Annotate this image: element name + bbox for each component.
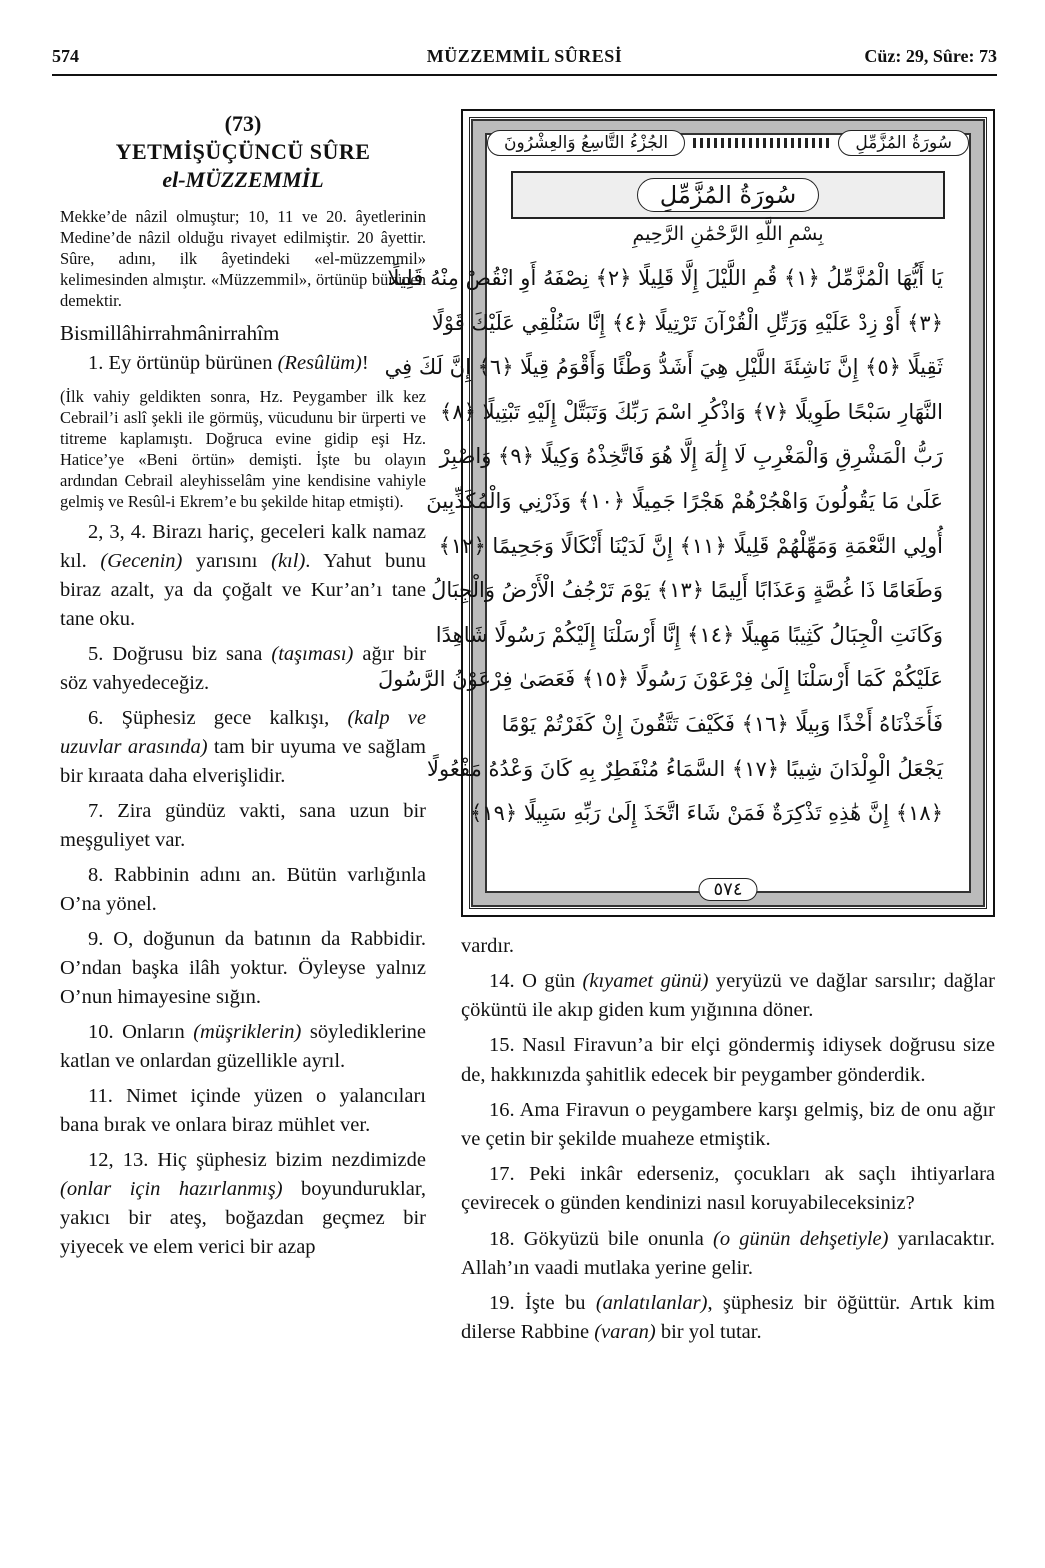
page-number: 574: [52, 46, 79, 66]
right-column: [461, 932, 995, 1347]
left-column: [60, 110, 426, 1262]
sure-name: YETMİŞÜÇÜNCÜ SÛRE: [115, 139, 371, 164]
sure-number: (73): [224, 111, 262, 136]
verse-11: 11. Nimet içinde yüzen o yalancıları bana bırak ve onlara biraz mühlet ver.: [60, 1085, 426, 1136]
mushaf-top-strip: [487, 125, 969, 161]
mushaf-juz-label: الجُزْءُ التَّاسِعُ وَالعِشْرُونَ: [487, 130, 685, 156]
mushaf-line: يَجْعَلُ الْوِلْدَانَ شِيبًا ﴿١٧﴾ السَّمَاءُ مُنْفَطِرٌ بِهِ كَانَ وَعْدُهُ مَفْعُولًا: [427, 756, 943, 781]
mushaf-line: وَكَانَتِ الْجِبَالُ كَثِيبًا مَهِيلًا ﴿١٤﴾ إِنَّا أَرْسَلْنَا إِلَيْكُمْ رَسُولًا شَاهِدًا: [435, 622, 943, 647]
verse-16: 16. Ama Firavun o peygambere karşı gelmiş, biz de onu ağır ve çetin bir şekilde muaheze etmiştik.: [461, 1098, 995, 1151]
basmala: Bismillâhirrahmânirrahîm: [60, 321, 280, 345]
verse-15: 15. Nasıl Firavun’a bir elçi göndermiş idiysek doğrusu size de, hakkınızda şahitlik edecek bir peygamber gönderdik.: [461, 1034, 995, 1086]
verse-19: 19. İşte bu (anlatılanlar), şüphesiz bir öğüttür. Artık kim dilerse Rabbine (varan) bir yol tutar.: [461, 1292, 995, 1344]
verse-17: 17. Peki inkâr ederseniz, çocukları ak saçlı ihtiyarlara çevirecek o günden kendinizi nasıl koruyabileceksiniz?: [461, 1163, 995, 1215]
verse-10: 10. Onların (müşriklerin) söylediklerine katlan ve onlardan güzellikle ayrıl.: [60, 1021, 426, 1072]
running-title: MÜZZEMMİL SÛRESİ: [426, 46, 623, 66]
verse-14: 14. O gün (kıyamet günü) yeryüzü ve dağlar sarsılır; dağlar çöküntü ile akıp giden kum yığınına döner.: [461, 970, 995, 1022]
verse-1: 1. Ey örtünüp bürünen (Resûlüm)!: [88, 352, 369, 374]
mushaf-line: عَلَيْكُمْ كَمَا أَرْسَلْنَا إِلَىٰ فِرْعَوْنَ رَسُولًا ﴿١٥﴾ فَعَصَىٰ فِرْعَوْنُ الرَّسُولَ: [377, 667, 943, 692]
verse-12-13-continued: vardır.: [461, 935, 514, 957]
mushaf-page-image: [377, 109, 995, 917]
sure-alt-name: el-MÜZZEMMİL: [162, 167, 324, 192]
mushaf-line: ﴿٣﴾ أَوْ زِدْ عَلَيْهِ وَرَتِّلِ الْقُرْآنَ تَرْتِيلًا ﴿٤﴾ إِنَّا سَنُلْقِي عَلَيْكَ قَوْلًا: [431, 310, 943, 335]
mushaf-basmala: بِسْمِ اللَّهِ الرَّحْمَٰنِ الرَّحِيمِ: [632, 223, 824, 245]
verse-6: 6. Şüphesiz gece kalkışı, (kalp ve uzuvlar arasında) tam bir uyuma ve sağlam bir kıraata daha elverişlidir.: [60, 707, 426, 787]
mushaf-page-number: ٥٧٤: [698, 878, 757, 901]
ornament-divider: [693, 138, 830, 148]
mushaf-line: أُولِي النَّعْمَةِ وَمَهِّلْهُمْ قَلِيلًا ﴿١١﴾ إِنَّ لَدَيْنَا أَنْكَالًا وَجَحِيمًا ﴿١٢﴾: [438, 533, 943, 558]
mushaf-title: سُورَةُ المُزَّمِّلِ: [637, 178, 819, 212]
verse-12-13: 12, 13. Hiç şüphesiz bizim nezdimizde (onlar için hazırlanmış) boyunduruklar, yakıcı bir ateş, boğazdan geçmez bir yiyecek ve elem verici bir azap: [60, 1149, 426, 1258]
verse-1-note: (İlk vahiy geldikten sonra, Hz. Peygamber ilk kez Cebrail’i aslî şekli ile görmüş, vücudunu bir ürperti ve titreme kaplamıştı. Doğruca evine gidip eşi Hz. Hatice’ye «Beni örtün» demişti. İşte bu olayın ardından Cebrail aleyhisselâm yine kendisine vahiyle gelmiş ve Resûl-i Ekrem’e bu şekilde hitap etmişti).: [60, 387, 426, 511]
verse-18: 18. Gökyüzü bile onunla (o günün dehşetiyle) yarılacaktır. Allah’ın vaadi mutlaka yerine gelir.: [461, 1227, 995, 1279]
mushaf-title-box: [511, 171, 945, 219]
sure-heading: [60, 110, 426, 194]
mushaf-line: النَّهَارِ سَبْحًا طَوِيلًا ﴿٧﴾ وَاذْكُرِ اسْمَ رَبِّكَ وَتَبَتَّلْ إِلَيْهِ تَبْتِيلًا ﴿٨﴾: [440, 399, 943, 424]
verse-8: 8. Rabbinin adını an. Bütün varlığınla O’na yönel.: [60, 864, 426, 915]
verse-2-4: 2, 3, 4. Birazı hariç, geceleri kalk namaz kıl. (Gecenin) yarısını (kıl). Yahut bunu biraz azalt, ya da çoğalt ve Kur’an’ı tane tane oku.: [60, 521, 426, 630]
juz-sure-label: Cüz: 29, Sûre: 73: [864, 46, 997, 66]
sure-intro: Mekke’de nâzil olmuştur; 10, 11 ve 20. âyetlerinin Medine’de nâzil olduğu rivayet edilmiştir. 20 âyettir. Sûre, adını, ilk âyetindeki «el-müzzemmil» kelimesinden almıştır. «Müzzemmil», örtünüp bürünen demektir.: [60, 207, 426, 310]
mushaf-line: وَطَعَامًا ذَا غُصَّةٍ وَعَذَابًا أَلِيمًا ﴿١٣﴾ يَوْمَ تَرْجُفُ الْأَرْضُ وَالْجِبَالُ: [431, 578, 943, 603]
mushaf-text: [377, 256, 943, 836]
mushaf-line: فَأَخَذْنَاهُ أَخْذًا وَبِيلًا ﴿١٦﴾ فَكَيْفَ تَتَّقُونَ إِنْ كَفَرْتُمْ يَوْمًا: [501, 711, 943, 736]
mushaf-line: رَبُّ الْمَشْرِقِ وَالْمَغْرِبِ لَا إِلَٰهَ إِلَّا هُوَ فَاتَّخِذْهُ وَكِيلًا ﴿٩﴾ وَاصْبِرْ: [439, 444, 943, 469]
verse-9: 9. O, doğunun da batının da Rabbidir. O’ndan başka ilâh yoktur. Öyleyse yalnız O’nun himayesine sığın.: [60, 928, 426, 1008]
mushaf-line: ﴿١٨﴾ إِنَّ هَٰذِهِ تَذْكِرَةٌ فَمَنْ شَاءَ اتَّخَذَ إِلَىٰ رَبِّهِ سَبِيلًا ﴿١٩﴾: [470, 801, 943, 826]
verse-7: 7. Zira gündüz vakti, sana uzun bir meşguliyet var.: [60, 800, 426, 851]
page-header: [52, 42, 997, 72]
mushaf-sure-label: سُورَةُ المُزَّمِّلِ: [838, 130, 969, 156]
header-rule: [52, 74, 997, 76]
verse-5: 5. Doğrusu biz sana (taşıması) ağır bir söz vahyedeceğiz.: [60, 643, 426, 694]
mushaf-line: عَلَىٰ مَا يَقُولُونَ وَاهْجُرْهُمْ هَجْرًا جَمِيلًا ﴿١٠﴾ وَذَرْنِي وَالْمُكَذِّبِينَ: [426, 488, 943, 513]
mushaf-line: يَا أَيُّهَا الْمُزَّمِّلُ ﴿١﴾ قُمِ اللَّيْلَ إِلَّا قَلِيلًا ﴿٢﴾ نِصْفَهُ أَوِ انْقُصْ مِنْهُ قَلِيلًا: [387, 266, 943, 290]
mushaf-line: ثَقِيلًا ﴿٥﴾ إِنَّ نَاشِئَةَ اللَّيْلِ هِيَ أَشَدُّ وَطْئًا وَأَقْوَمُ قِيلًا ﴿٦﴾ إِنَّ لَكَ فِي: [384, 355, 943, 380]
